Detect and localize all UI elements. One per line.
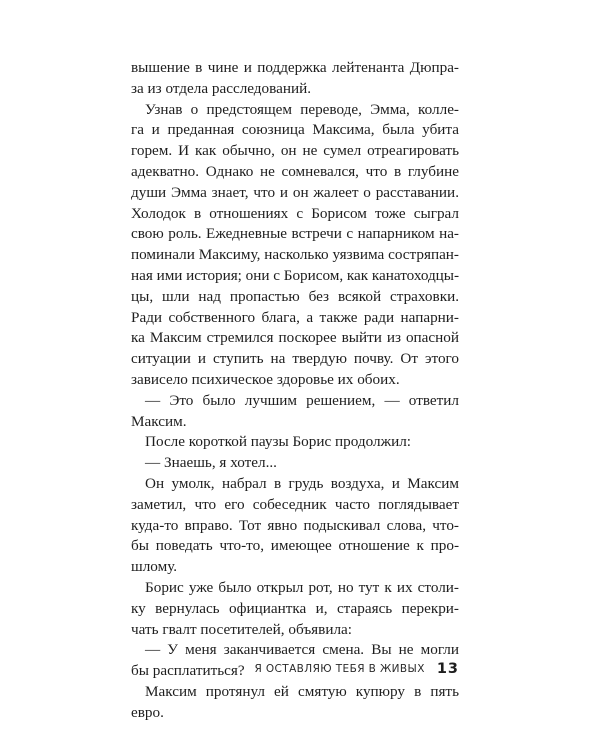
text-line: Ради собственного блага, а также ради напарни- [131,308,459,326]
text-line: После короткой паузы Борис продолжил: [145,433,412,451]
page-footer [205,661,459,677]
text-line: Он умолк, набрал в грудь воздуха, и Максим [145,474,459,492]
text-line: Максим протянул ей смятую купюру в пять [145,682,459,700]
text-line: цы, шли над пропастью без всякой страховки. [131,287,459,305]
text-line: бы поведать что-то, имеющее отношение к про- [131,537,459,555]
text-line: ная ими история; они с Борисом, как канатоходцы- [131,266,460,284]
text-line: куда-то вправо. Тот явно подыскивал слова, что- [131,516,459,534]
text-line: — Это было лучшим решением, — ответил [145,391,459,409]
running-title: Я ОСТАВЛЯЮ ТЕБЯ В ЖИВЫХ [254,663,425,675]
text-line: — У меня заканчивается смена. Вы не могли [145,641,459,659]
text-line: души Эмма знает, что и он жалеет о расставании. [131,183,459,201]
text-line: адекватно. Однако не сомневался, что в глубине [131,162,459,180]
text-line: заметил, что его собеседник часто поглядывает [131,495,459,513]
text-line: Холодок в отношениях с Борисом тоже сыграл [131,204,459,222]
text-line: бы расплатиться? [131,662,245,680]
text-line: га и преданная союзница Максима, была убита [131,121,459,139]
text-line: вышение в чине и поддержка лейтенанта Дюпра- [131,59,459,76]
text-line: Борис уже было открыл рот, но тут к их столи- [145,578,459,596]
text-line: ку вернулась официантка и, стараясь перекри- [131,599,459,617]
text-line: свою роль. Ежедневные встречи с напарником на- [131,225,459,243]
text-line: Узнав о предстоящем переводе, Эмма, колле- [145,100,459,118]
text-line: Максим. [131,412,187,430]
text-line: зависело психическое здоровье их обоих. [131,370,400,388]
text-line: — Знаешь, я хотел... [145,454,277,472]
text-line: поминали Максиму, насколько уязвима состряпан- [131,246,459,264]
text-line: евро. [131,703,164,721]
text-line: горем. И как обычно, он не сумел отреагировать [131,142,459,160]
text-line: ситуации и ступить на твердую почву. От этого [131,350,459,368]
text-line: шлому. [131,558,178,576]
page-number: 13 [436,661,459,677]
text-line: за из отдела расследований. [131,79,312,97]
text-line: ка Максим стремился поскорее выйти из опасной [131,329,459,347]
text-line: чать гвалт посетителей, объявила: [131,620,353,638]
body-text [131,58,459,724]
